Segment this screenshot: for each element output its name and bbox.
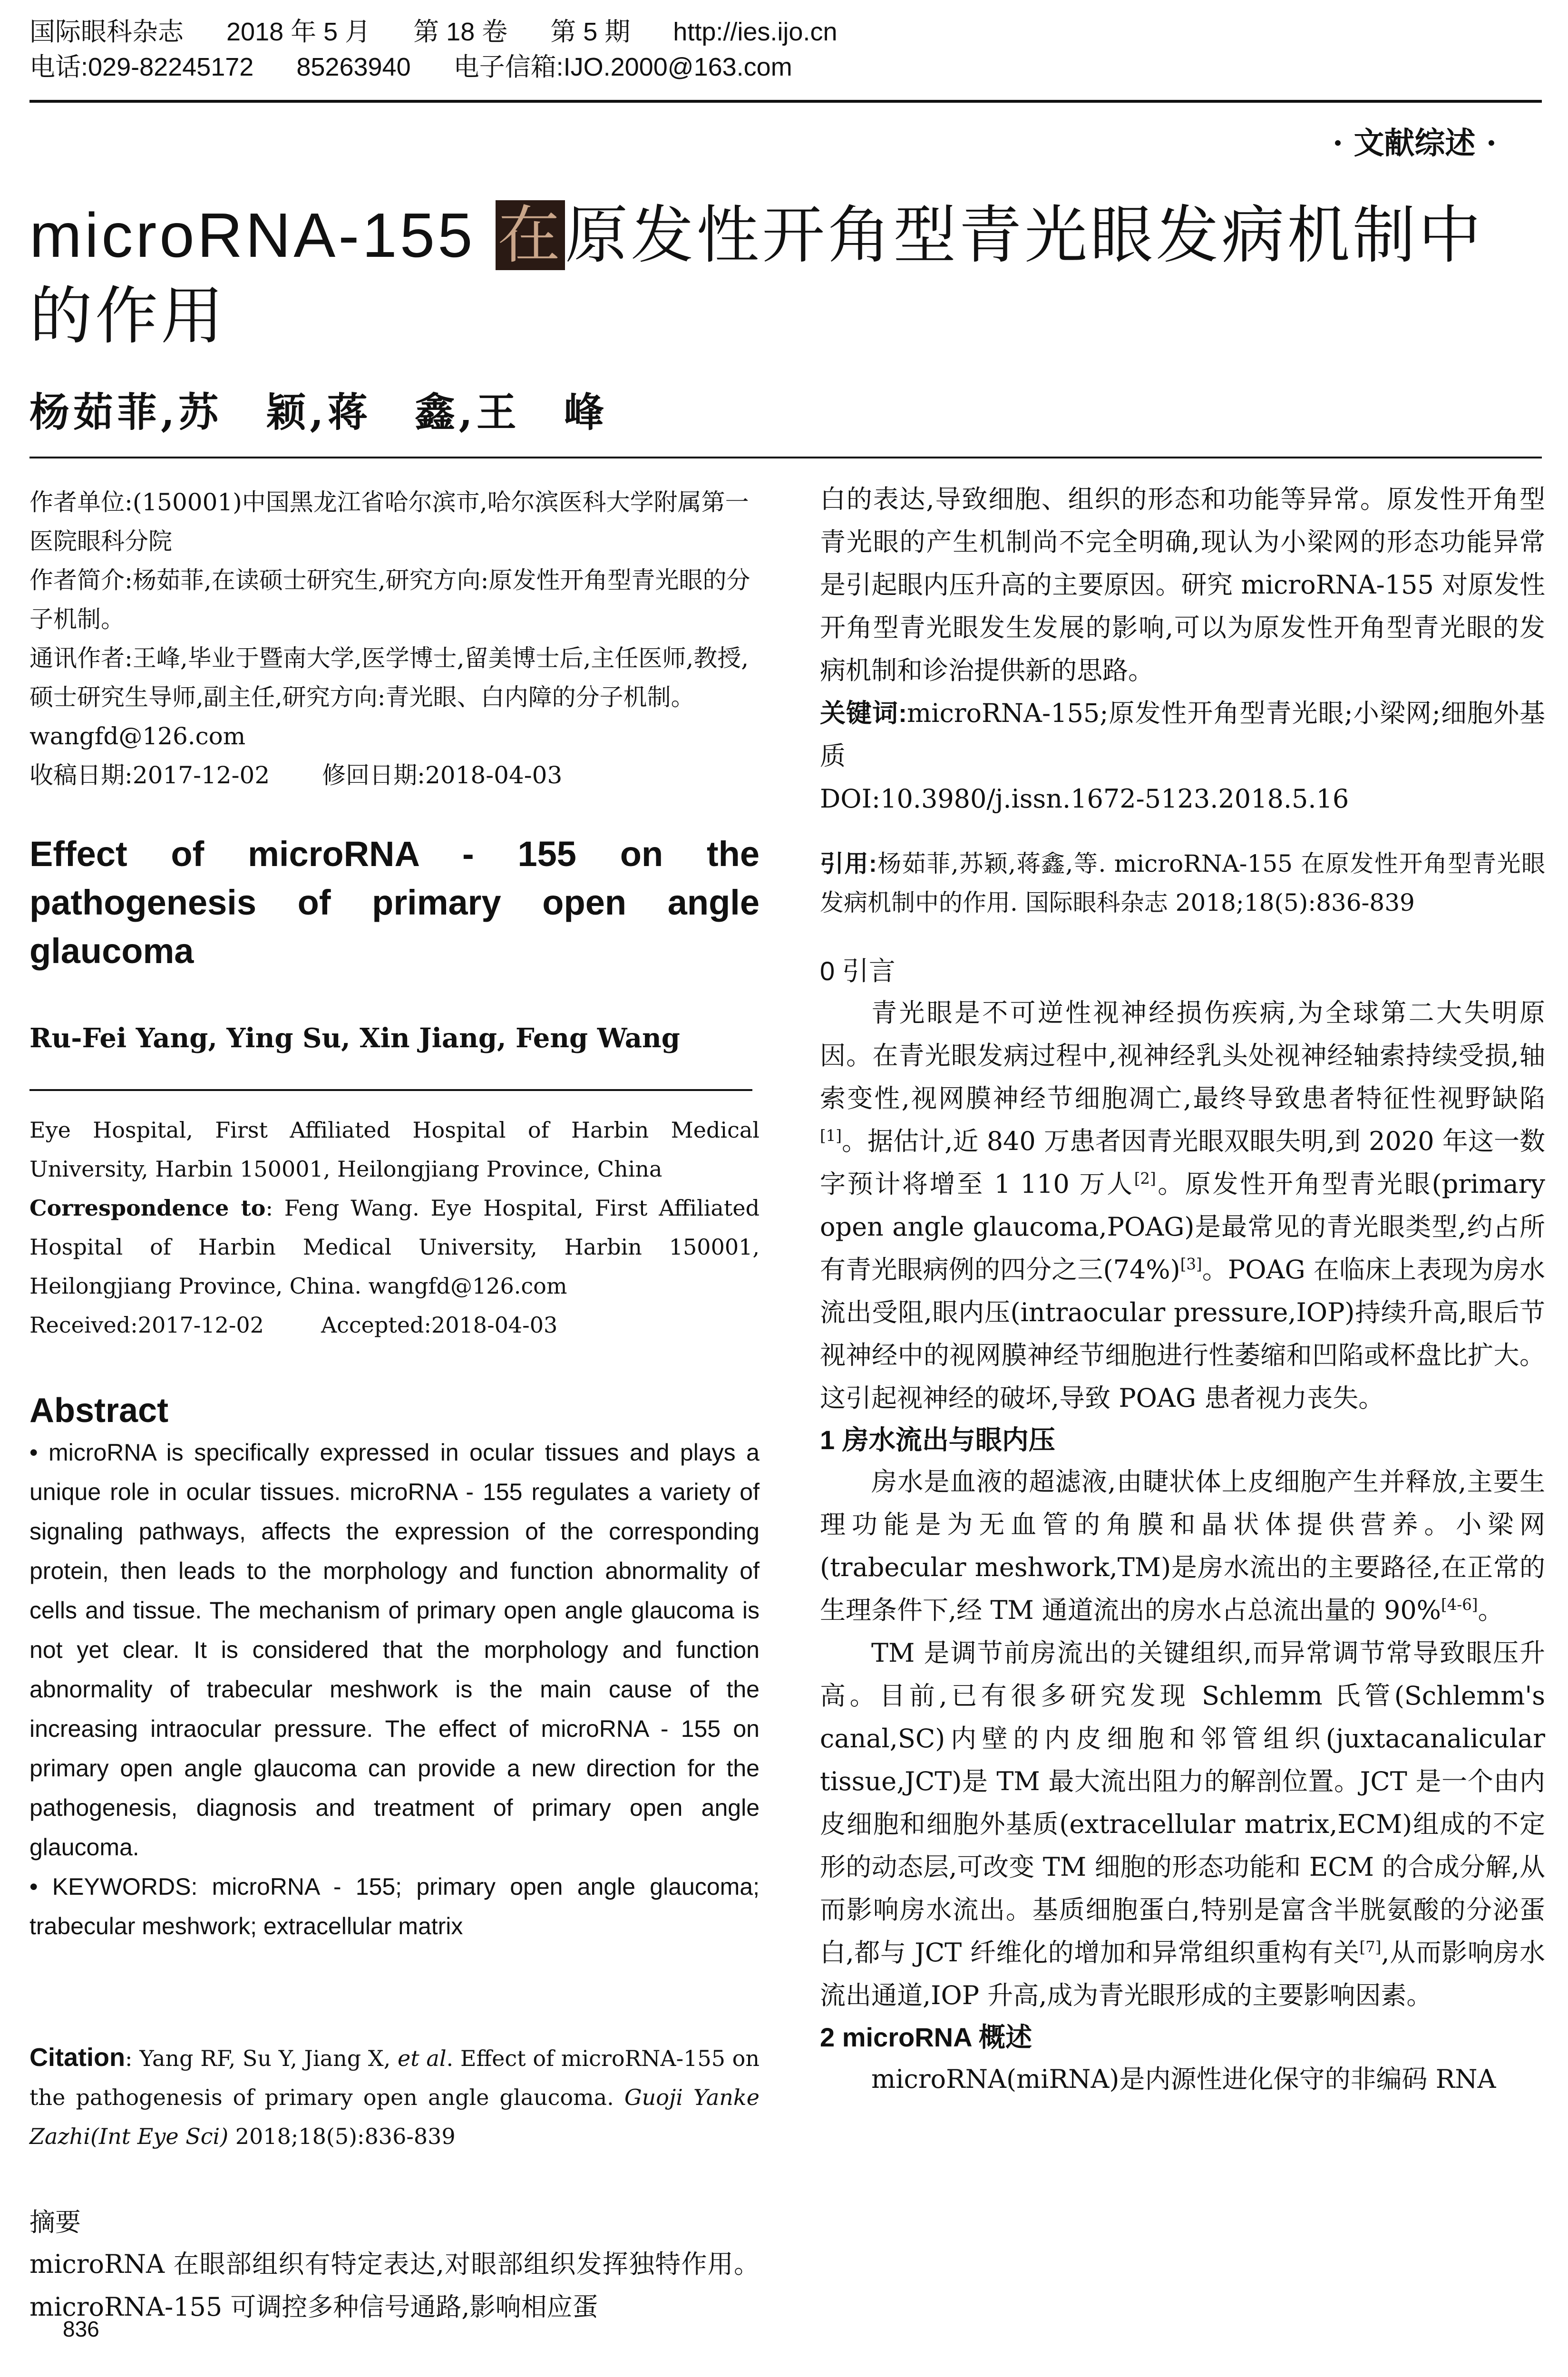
header-line-2	[29, 49, 1542, 85]
english-keywords: • KEYWORDS: microRNA - 155; primary open angle glaucoma; trabecular meshwork; extracellular matrix	[29, 1873, 760, 1939]
abstract-text: • microRNA is specifically expressed in ocular tissues and plays a unique role in ocular tissues. microRNA - 155 regulates a variety of signaling pathways, affects the expression of the corresponding protein, then leads to the morphology and function abnormality of cells and tissue. The mechanism of primary open angle glaucoma is not yet clear. It is considered that the morphology and function abnormality of trabecular meshwork is the main cause of the increasing intraocular pressure. The effect of microRNA - 155 on primary open angle glaucoma can provide a new direction for the pathogenesis, diagnosis and treatment of primary open angle glaucoma.	[29, 1439, 760, 1861]
section-1-paragraph-1	[820, 1461, 1545, 1632]
zh-abstract-block	[29, 2202, 760, 2328]
revised-date-zh: 修回日期:2018-04-03	[322, 761, 563, 789]
fax-number: 85263940	[296, 53, 411, 81]
ref-7[interactable]: [7]	[1359, 1938, 1382, 1956]
doi[interactable]: DOI:10.3980/j.issn.1672-5123.2018.5.16	[820, 784, 1349, 814]
zh-abstract-heading: 摘要	[29, 2208, 81, 2237]
volume: 第 18 卷	[413, 18, 508, 46]
english-abstract-block	[29, 1391, 760, 1946]
title-rest: 原发性开角型青光眼发病机制中的作用	[29, 200, 1484, 351]
citation-etal: et al	[397, 2046, 447, 2071]
citation-authors: : Yang RF, Su Y, Jiang X,	[125, 2046, 398, 2071]
section-2-heading: 2 microRNA 概述	[820, 2022, 1032, 2052]
author-affiliation: 作者单位:(150001)中国黑龙江省哈尔滨市,哈尔滨医科大学附属第一医院眼科分院	[29, 488, 749, 555]
right-column	[820, 478, 1545, 2101]
authors-zh: 杨茹菲,苏 颖,蒋 鑫,王 峰	[29, 389, 608, 436]
zh-keywords-label: 关键词:	[820, 699, 907, 728]
zh-keywords-text: microRNA-155;原发性开角型青光眼;小梁网;细胞外基质	[820, 698, 1546, 771]
sec0-text-b: 。据估计,近 840 万患者因青光眼双眼失明,到 2020 年这一数字预计将增至 1 110 万人	[820, 1126, 1545, 1199]
english-rule-wrap	[29, 1089, 760, 1091]
ref-1[interactable]: [1]	[820, 1127, 842, 1145]
title-prefix: microRNA-155	[29, 200, 496, 270]
citation-title: . Effect of microRNA-155 on the pathogenesis of primary open angle glaucoma.	[29, 2046, 760, 2110]
issue-date: 2018 年 5 月	[226, 18, 371, 46]
section-2-paragraph: microRNA(miRNA)是内源性进化保守的非编码 RNA	[871, 2064, 1496, 2094]
section-1-paragraph-2	[820, 1632, 1545, 2017]
citation-journal: Guoji Yanke Zazhi(Int Eye Sci)	[29, 2085, 760, 2149]
citation-volume: 2018;18(5):836-839	[228, 2124, 456, 2149]
sec1-p1-text-a: 房水是血液的超滤液,由睫状体上皮细胞产生并释放,主要生理功能是为无血管的角膜和晶状体提供营养。小梁网(trabecular meshwork,TM)是房水流出的主要路径,在正常的生理条件下,经 TM 通道流出的房水占总流出量的 90%	[820, 1467, 1545, 1625]
journal-url[interactable]: http://ies.ijo.cn	[673, 18, 838, 46]
received-date-en: Received:2017-12-02	[29, 1312, 264, 1338]
english-dates	[29, 1305, 760, 1344]
english-rule	[29, 1089, 752, 1091]
english-title-block	[29, 830, 760, 975]
correspondence-label: Correspondence to	[29, 1195, 266, 1221]
header-rule	[29, 100, 1542, 103]
title-highlight: 在	[496, 200, 565, 270]
received-date-zh: 收稿日期:2017-12-02	[29, 761, 270, 789]
dates-zh	[29, 756, 760, 795]
english-citation	[29, 2038, 760, 2156]
header-line-1	[29, 14, 1542, 49]
journal-name: 国际眼科杂志	[29, 18, 184, 46]
section-0-paragraph	[820, 992, 1545, 1420]
abstract-heading: Abstract	[29, 1392, 169, 1430]
zh-abstract-text-left: microRNA 在眼部组织有特定表达,对眼部组织发挥独特作用。microRNA-155 可调控多种信号通路,影响相应蛋	[29, 2249, 760, 2322]
section-1-heading: 1 房水流出与眼内压	[820, 1425, 1055, 1455]
accepted-date-en: Accepted:2018-04-03	[321, 1312, 558, 1338]
correspondence-text: : Feng Wang. Eye Hospital, First Affiliated Hospital of Harbin Medical University, Harbin 150001, Heilongjiang Province, China. wangfd@126.com	[29, 1195, 760, 1299]
english-citation-block	[29, 2038, 760, 2156]
english-affiliation-block	[29, 1111, 760, 1344]
english-correspondence	[29, 1188, 760, 1305]
citation-label: Citation	[29, 2043, 125, 2072]
author-bio: 作者简介:杨茹菲,在读硕士研究生,研究方向:原发性开角型青光眼的分子机制。	[29, 566, 750, 633]
ref-3[interactable]: [3]	[1180, 1255, 1202, 1273]
sec0-text-c: 。原发性开角型青光眼(primary open angle glaucoma,POAG)是最常见的青光眼类型,约占所有青光眼病例的四分之三(74%)	[820, 1169, 1545, 1285]
zh-citation-label: 引用:	[820, 850, 877, 877]
running-header	[29, 14, 1542, 85]
english-authors-block	[29, 1023, 760, 1054]
english-title: Effect of microRNA - 155 on the pathogenesis of primary open angle glaucoma	[29, 834, 760, 971]
sec0-text-d: 。POAG 在临床上表现为房水流出受阻,眼内压(intraocular pressure,IOP)持续升高,眼后节视神经中的视网膜神经节细胞进行性萎缩和凹陷或杯盘比扩大。这引起视神经的破坏,导致 POAG 患者视力丧失。	[820, 1255, 1545, 1413]
ref-2[interactable]: [2]	[1134, 1169, 1156, 1188]
ref-4-6[interactable]: [4-6]	[1441, 1596, 1478, 1614]
issue-number: 第 5 期	[550, 18, 631, 46]
sec1-p2-text-a: TM 是调节前房流出的关键组织,而异常调节常导致眼压升高。目前,已有很多研究发现 Schlemm 氏管(Schlemm's canal,SC)内壁的内皮细胞和邻管组织(juxtacanalicular tissue,JCT)是 TM 最大流出阻力的解剖位置。JCT 是一个由内皮细胞和细胞外基质(extracellular matrix,ECM)组成的不定形的动态层,可改变 TM 细胞的形态功能和 ECM 的合成分解,从而影响房水流出。基质细胞蛋白,特别是富含半胱氨酸的分泌蛋白,都与 JCT 纤维化的增加和异常组织重构有关	[820, 1638, 1545, 1968]
sec1-p1-text-b: 。	[1478, 1595, 1504, 1625]
article-title	[29, 195, 1542, 357]
corresponding-author: 通讯作者:王峰,毕业于暨南大学,医学博士,留美博士后,主任医师,教授,硕士研究生导师,副主任,研究方向:青光眼、白内障的分子机制。wangfd@126.com	[29, 644, 749, 750]
zh-abstract-text-right: 白的表达,导致细胞、组织的形态和功能等异常。原发性开角型青光眼的产生机制尚不完全明确,现认为小梁网的形态功能异常是引起眼内压升高的主要原因。研究 microRNA-155 对原发性开角型青光眼发生发展的影响,可以为原发性开角型青光眼的发病机制和诊治提供新的思路。	[820, 484, 1545, 685]
title-rule	[29, 457, 1542, 458]
phone-number: 电话:029-82245172	[29, 53, 254, 81]
journal-email[interactable]: 电子信箱:IJO.2000@163.com	[453, 53, 792, 81]
sec0-text-a: 青光眼是不可逆性视神经损伤疾病,为全球第二大失明原因。在青光眼发病过程中,视神经乳头处视神经轴索持续受损,轴索变性,视网膜神经节细胞凋亡,最终导致患者特征性视野缺陷	[820, 998, 1545, 1113]
english-authors: Ru-Fei Yang, Ying Su, Xin Jiang, Feng Wang	[29, 1023, 680, 1054]
section-0-heading: 0 引言	[820, 956, 896, 986]
sec1-p2-text-b: ,从而影响房水流出通道,IOP 升高,成为青光眼形成的主要影响因素。	[820, 1938, 1545, 2010]
zh-citation-text: 杨茹菲,苏颖,蒋鑫,等. microRNA-155 在原发性开角型青光眼发病机制中的作用. 国际眼科杂志 2018;18(5):836-839	[820, 850, 1545, 916]
zh-citation	[820, 844, 1545, 922]
english-affiliation: Eye Hospital, First Affiliated Hospital of Harbin Medical University, Harbin 150001, Heilongjiang Province, China	[29, 1117, 760, 1182]
section-tag: · 文献综述 ·	[1332, 126, 1497, 161]
author-info-block	[29, 483, 760, 795]
zh-keywords	[820, 692, 1545, 778]
page-number: 836	[63, 2317, 99, 2341]
